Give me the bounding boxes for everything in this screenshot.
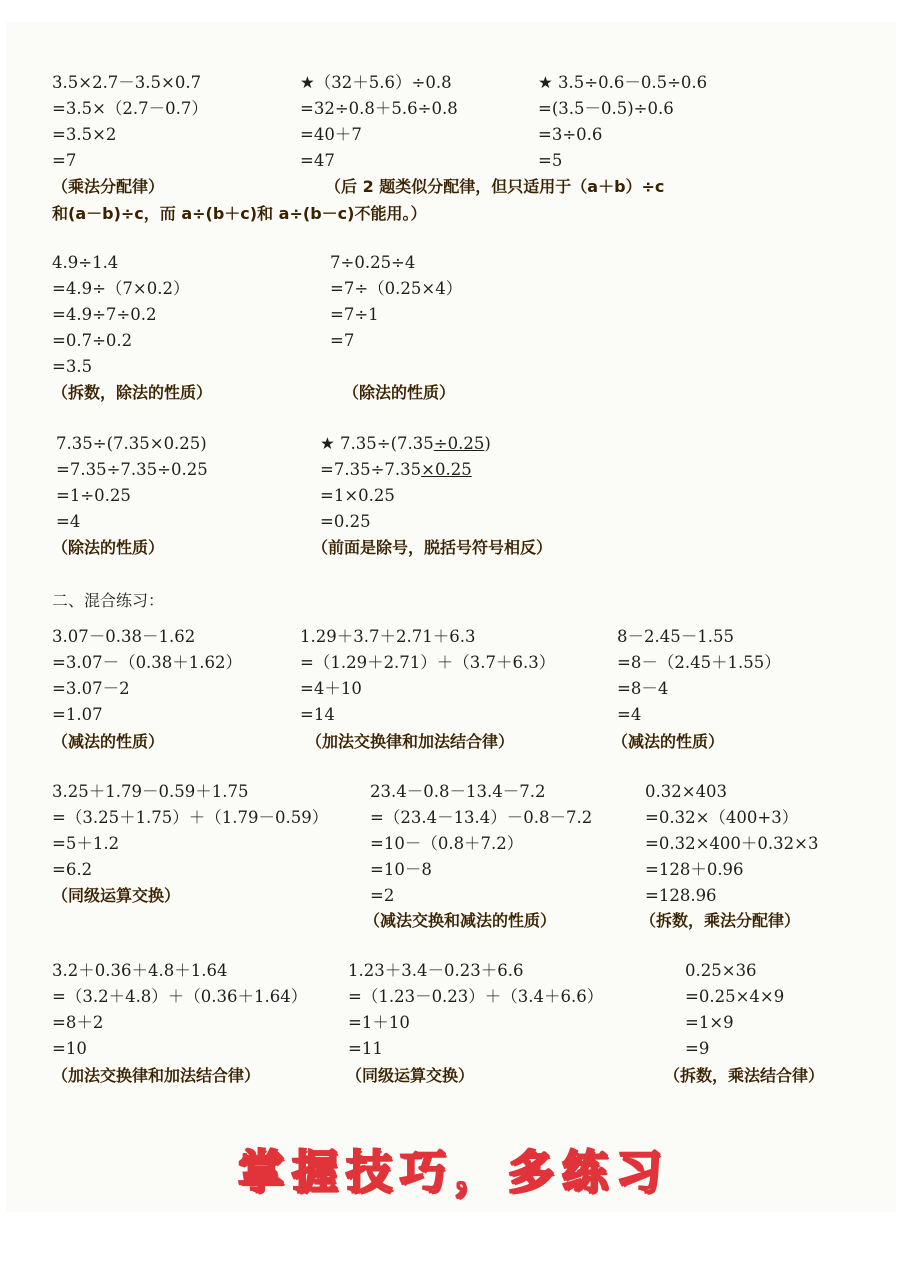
problem-5-2 (370, 779, 592, 909)
annotation: （拆数，除法的性质） (52, 383, 213, 402)
problem-2-2 (330, 250, 462, 354)
math-line: =（1.29＋2.71）＋（3.7＋6.3） (300, 653, 556, 672)
math-line: ★ 7.35÷(7.35÷0.25) (320, 434, 491, 453)
math-line: =3.5×（2.7－0.7） (52, 99, 208, 118)
math-line: 1.23＋3.4－0.23＋6.6 (348, 961, 524, 980)
math-line: =3.07－2 (52, 679, 130, 698)
math-line: 3.2＋0.36＋4.8＋1.64 (52, 961, 228, 980)
annotation: （加法交换律和加法结合律） (306, 732, 515, 751)
annotation: （减法的性质） (52, 732, 165, 751)
problem-5-1 (52, 779, 328, 883)
annotation: （拆数，乘法分配律） (640, 911, 801, 930)
underlined-term: ×0.25 (421, 460, 472, 479)
math-line: =0.25×4×9 (685, 987, 785, 1006)
math-line: =4 (56, 512, 81, 531)
problem-1-1 (52, 70, 208, 174)
math-line: =128.96 (645, 886, 717, 905)
math-line: 7÷0.25÷4 (330, 253, 416, 272)
math-line: =10 (52, 1039, 87, 1058)
annotation: （前面是除号，脱括号符号相反） (312, 538, 553, 557)
annotation: （除法的性质） (52, 538, 165, 557)
math-line: =4 (617, 705, 642, 724)
math-line: =3.07－（0.38＋1.62） (52, 653, 243, 672)
math-line: =40＋7 (300, 125, 362, 144)
math-line: =(3.5－0.5)÷0.6 (538, 99, 674, 118)
problem-3-1 (56, 431, 208, 535)
annotation: （加法交换律和加法结合律） (52, 1066, 261, 1085)
problem-6-2 (348, 958, 603, 1062)
math-line: 3.25＋1.79－0.59＋1.75 (52, 782, 249, 801)
annotation: （拆数，乘法结合律） (664, 1066, 825, 1085)
math-line: ★ 3.5÷0.6－0.5÷0.6 (538, 73, 708, 92)
math-line: =4.9÷7÷0.2 (52, 305, 157, 324)
problem-6-1 (52, 958, 307, 1062)
annotation: （同级运算交换） (346, 1066, 475, 1085)
math-line: =7÷（0.25×4） (330, 279, 463, 298)
math-line: 1.29＋3.7＋2.71＋6.3 (300, 627, 476, 646)
annotation: （乘法分配律） (52, 177, 165, 196)
problem-5-3 (645, 779, 818, 909)
math-line: =（1.23－0.23）＋（3.4＋6.6） (348, 987, 604, 1006)
math-line: ★（32＋5.6）÷0.8 (300, 73, 452, 92)
math-line: =7.35÷7.35×0.25 (320, 460, 472, 479)
annotation: 和(a－b)÷c，而 a÷(b＋c)和 a÷(b－c)不能用。） (52, 204, 427, 223)
annotation: （同级运算交换） (52, 886, 181, 905)
problem-1-2 (300, 70, 458, 174)
math-line: =0.7÷0.2 (52, 331, 133, 350)
math-line: =5 (538, 151, 563, 170)
problem-4-3 (617, 624, 781, 728)
problem-2-1 (52, 250, 189, 380)
math-line: =47 (300, 151, 335, 170)
math-line: =（23.4－13.4）－0.8－7.2 (370, 808, 593, 827)
math-line: =4＋10 (300, 679, 362, 698)
math-line: 7.35÷(7.35×0.25) (56, 434, 207, 453)
problem-4-1 (52, 624, 242, 728)
math-line: 3.07－0.38－1.62 (52, 627, 196, 646)
annotation: （减法交换和减法的性质） (364, 911, 557, 930)
math-line: =7 (330, 331, 355, 350)
math-line: =128＋0.96 (645, 860, 744, 879)
problem-3-2 (320, 431, 491, 535)
math-line: =14 (300, 705, 335, 724)
math-line: =6.2 (52, 860, 93, 879)
math-line: =0.32×（400+3） (645, 808, 799, 827)
math-line: 8－2.45－1.55 (617, 627, 734, 646)
math-line: 4.9÷1.4 (52, 253, 119, 272)
math-line: 23.4－0.8－13.4－7.2 (370, 782, 546, 801)
math-line: =3.5 (52, 357, 93, 376)
math-line: =8－4 (617, 679, 669, 698)
math-line: =1.07 (52, 705, 103, 724)
math-line: =10－8 (370, 860, 432, 879)
annotation: （后 2 题类似分配律，但只适用于（a＋b）÷c (325, 177, 665, 196)
math-line: 3.5×2.7－3.5×0.7 (52, 73, 202, 92)
math-line: =4.9÷（7×0.2） (52, 279, 190, 298)
math-line: =5＋1.2 (52, 834, 120, 853)
math-line: =8－（2.45＋1.55） (617, 653, 781, 672)
math-line: =10－（0.8＋7.2） (370, 834, 524, 853)
math-line: =11 (348, 1039, 383, 1058)
math-line: =9 (685, 1039, 710, 1058)
section-title: 二、混合练习： (52, 591, 165, 610)
math-line: 0.25×36 (685, 961, 757, 980)
math-line: =2 (370, 886, 395, 905)
math-line: =1×9 (685, 1013, 734, 1032)
problem-6-3 (685, 958, 784, 1062)
math-line: =8＋2 (52, 1013, 104, 1032)
annotation: （减法的性质） (612, 732, 725, 751)
math-line: =0.32×400＋0.32×3 (645, 834, 819, 853)
math-line: =7 (52, 151, 77, 170)
underlined-term: ÷0.25 (433, 434, 485, 453)
math-line: =32÷0.8＋5.6÷0.8 (300, 99, 458, 118)
math-line: 0.32×403 (645, 782, 728, 801)
math-line: =7.35÷7.35÷0.25 (56, 460, 208, 479)
math-line: =0.25 (320, 512, 371, 531)
problem-4-2 (300, 624, 555, 728)
math-line: =7÷1 (330, 305, 379, 324)
annotation: （除法的性质） (343, 383, 456, 402)
math-line: =3÷0.6 (538, 125, 603, 144)
math-line: =1＋10 (348, 1013, 410, 1032)
math-line: =1×0.25 (320, 486, 395, 505)
problem-1-3 (538, 70, 707, 174)
math-line: =3.5×2 (52, 125, 117, 144)
math-line: =（3.2＋4.8）＋（0.36＋1.64） (52, 987, 308, 1006)
math-line: =（3.25＋1.75）＋（1.79－0.59） (52, 808, 329, 827)
slogan-banner: 掌握技巧，多练习 (238, 1145, 670, 1199)
math-line: =1÷0.25 (56, 486, 131, 505)
